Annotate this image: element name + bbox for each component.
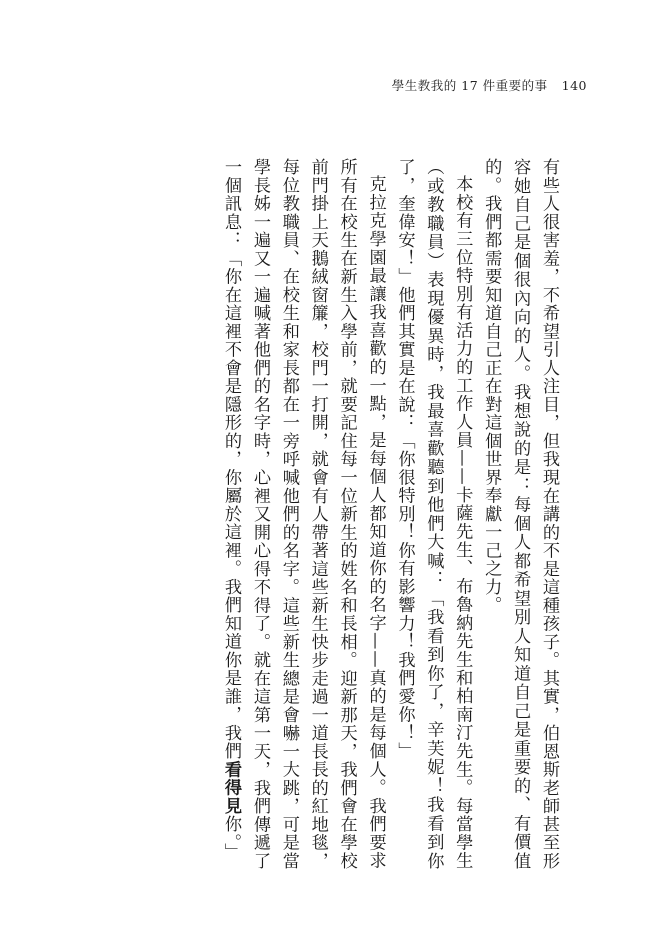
paragraph-3-text-a: 克拉克學園最讓我喜歡的一點，是每個人都知道你的名字——真的是每個人。我們要求所有在校生在新生入學前，就要記住每一位新生的姓名和長相。迎新那天，我們會在學校前門掛上天鵝絨窗簾，校門一打開，就會有人帶著這些新生快步走過一道長長的紅地毯，每位教職員、在校生和家長都在一旁呼喊他們的名字。這些新生總是會嚇一大跳，可是當學長姊一遍又一遍喊著他們的名字時，心裡又開心得不得了。就在這第一天，我們傳遞了一個訊息：「你在這裡不會是隱形的，你屬於這裡。我們知道你是誰，我們 <box>221 158 386 870</box>
paragraph-2: 本校有三位特別有活力的工作人員——卡薩先生、布魯納先生和柏南汀先生。每當學生（或教職員）表現優異時，我最喜歡聽到他們大喊：「我看到你了，辛芙妮！我看到你了，奎偉安！」他們其實是在說：「你很特別！你有影響力！我們愛你！」 <box>394 158 473 870</box>
book-title: 學生教我的 17 件重要的事 <box>391 78 548 93</box>
emphasis-see-you: 看得見 <box>221 760 242 815</box>
paragraph-3 <box>216 158 389 870</box>
paragraph-1: 有些人很害羞，不希望引人注目，但我現在講的不是這種孩子。其實，伯恩斯老師甚至形容她自己是個很內向的人。我想說的是：每個人都希望別人知道自己是重要的、有價值的。我們都需要知道自己正在對這個世界奉獻一己之力。 <box>481 158 559 870</box>
paragraph-3-text-b: 你。」 <box>221 815 242 862</box>
running-header <box>392 76 587 94</box>
body-text <box>43 158 563 870</box>
page-number: 140 <box>561 78 587 93</box>
